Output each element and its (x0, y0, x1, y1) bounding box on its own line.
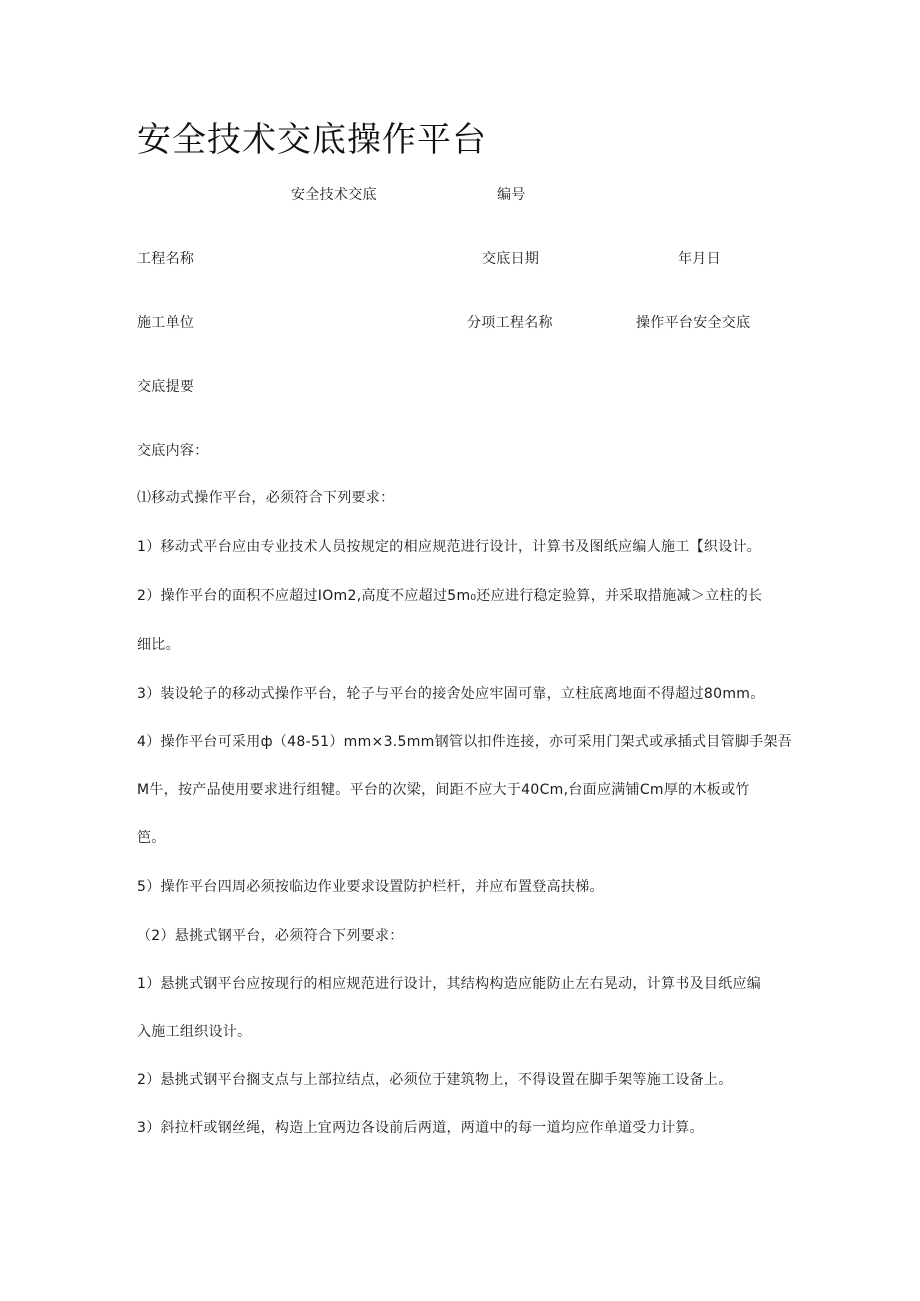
content-line: 1）悬挑式钢平台应按现行的相应规范进行设计，其结构构造应能防止左右晃动，计算书及目纸应编 (137, 976, 762, 992)
number-label: 编号 (497, 187, 526, 203)
content-line: 4）操作平台可采用ф（48-51）mm×3.5mm钢管以扣件连接，亦可采用门架式或承插式目管脚手架吾 (137, 734, 793, 750)
content-line: 1）移动式平台应由专业技术人员按规定的相应规范进行设计，计算书及图纸应编人施工【织设计。 (137, 539, 762, 555)
content-line: M牛，按产品使用要求进行组犍。平台的次梁，间距不应大于40Cm,台面应满铺Cm厚的木板或竹 (137, 782, 750, 798)
content-line: 入施工组织设计。 (137, 1024, 252, 1040)
date-label: 交底日期 (482, 251, 540, 267)
summary-label: 交底提要 (137, 379, 195, 395)
date-value: 年月日 (678, 251, 721, 267)
content-heading: 交底内容： (137, 443, 209, 459)
content-line: ⑴移动式操作平台，必须符合下列要求： (137, 490, 395, 506)
content-line: 3）斜拉杆或钢丝绳，构造上宜两边各设前后两道，两道中的每一道均应作单道受力计算。 (137, 1120, 704, 1136)
document-title: 安全技术交底操作平台 (137, 120, 487, 160)
content-line: （2）悬挑式钢平台，必须符合下列要求： (137, 928, 404, 944)
content-line: 2）操作平台的面积不应超过IOm2,高度不应超过5m₀还应进行稳定验算，并采取措施减＞立柱的长 (137, 588, 763, 604)
sub-project-value: 操作平台安全交底 (636, 315, 751, 331)
content-line: 3）装设轮子的移动式操作平台，轮子与平台的接舍处应牢固可靠，立柱底离地面不得超过80mm。 (137, 686, 765, 702)
content-line: 5）操作平台四周必须按临边作业要求设置防护栏杆，并应布置登高扶梯。 (137, 879, 604, 895)
content-line: 2）悬挑式钢平台搁支点与上部拉结点，必须位于建筑物上，不得设置在脚手架等施工设备上。 (137, 1072, 733, 1088)
content-line: 笆。 (137, 830, 166, 846)
construction-unit-label: 施工单位 (137, 315, 195, 331)
form-name: 安全技术交底 (291, 187, 377, 203)
content-line: 细比。 (137, 637, 180, 653)
project-name-label: 工程名称 (137, 251, 195, 267)
sub-project-label: 分项工程名称 (467, 315, 553, 331)
